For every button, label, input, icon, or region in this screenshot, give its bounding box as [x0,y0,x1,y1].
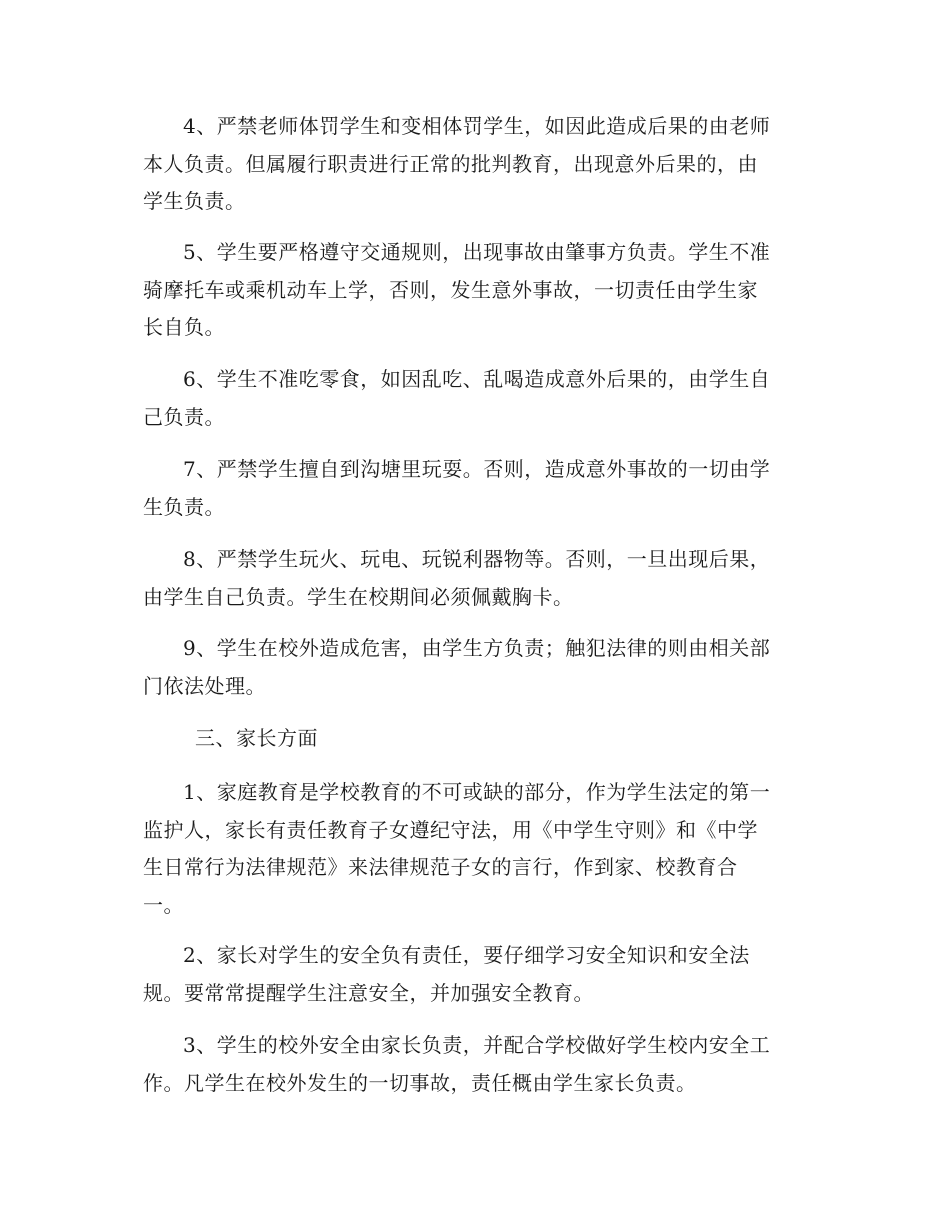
paragraph-line: 长自负。 [143,315,225,339]
parents-paragraph-1 [143,774,808,924]
rule-paragraph-7 [143,451,808,526]
paragraph-line: 8、严禁学生玩火、玩电、玩锐利器物等。否则，一旦出现后果， [183,547,771,571]
paragraph-line: 学生负责。 [143,189,246,213]
rule-paragraph-9 [143,630,808,705]
rule-paragraph-4 [143,108,808,221]
parents-paragraph-2 [143,937,808,1012]
paragraph-line: 规。要常常提醒学生注意安全，并加强安全教育。 [143,980,594,1005]
paragraph-line: 由学生自己负责。学生在校期间必须佩戴胸卡。 [143,584,574,609]
paragraph-line: 骑摩托车或乘机动车上学，否则，发生意外事故，一切责任由学生家 [143,277,758,302]
paragraph-line: 一。 [143,892,184,917]
paragraph-line: 作。凡学生在校外发生的一切事故，责任概由学生家长负责。 [143,1070,697,1095]
paragraph-line: 3、学生的校外安全由家长负责，并配合学校做好学生校内安全工 [183,1033,771,1057]
rule-paragraph-8 [143,541,808,616]
rule-paragraph-5 [143,234,808,347]
paragraph-line: 门依法处理。 [143,673,266,698]
parents-paragraph-3 [143,1027,808,1102]
paragraph-line: 本人负责。但属履行职责进行正常的批判教育，出现意外后果的，由 [143,151,758,176]
paragraph-line: 生负责。 [143,494,225,519]
paragraph-line: 1、家庭教育是学校教育的不可或缺的部分，作为学生法定的第一 [183,780,771,804]
paragraph-line: 9、学生在校外造成危害，由学生方负责；触犯法律的则由相关部 [183,636,771,660]
paragraph-line: 7、严禁学生擅自到沟塘里玩耍。否则，造成意外事故的一切由学 [183,457,771,481]
paragraph-line: 2、家长对学生的安全负有责任，要仔细学习安全知识和安全法 [183,943,750,967]
paragraph-line: 监护人，家长有责任教育子女遵纪守法，用《中学生守则》和《中学 [143,817,758,842]
paragraph-line: 生日常行为法律规范》来法律规范子女的言行，作到家、校教育合 [143,855,738,879]
rule-paragraph-6 [143,361,808,436]
paragraph-line: 6、学生不准吃零食，如因乱吃、乱喝造成意外后果的，由学生自 [183,367,771,391]
paragraph-line: 4、严禁老师体罚学生和变相体罚学生，如因此造成后果的由老师 [183,114,771,138]
section-heading-parents: 三、家长方面 [195,726,318,750]
paragraph-line: 5、学生要严格遵守交通规则，出现事故由肇事方负责。学生不准 [183,240,771,264]
paragraph-line: 己负责。 [143,404,225,429]
